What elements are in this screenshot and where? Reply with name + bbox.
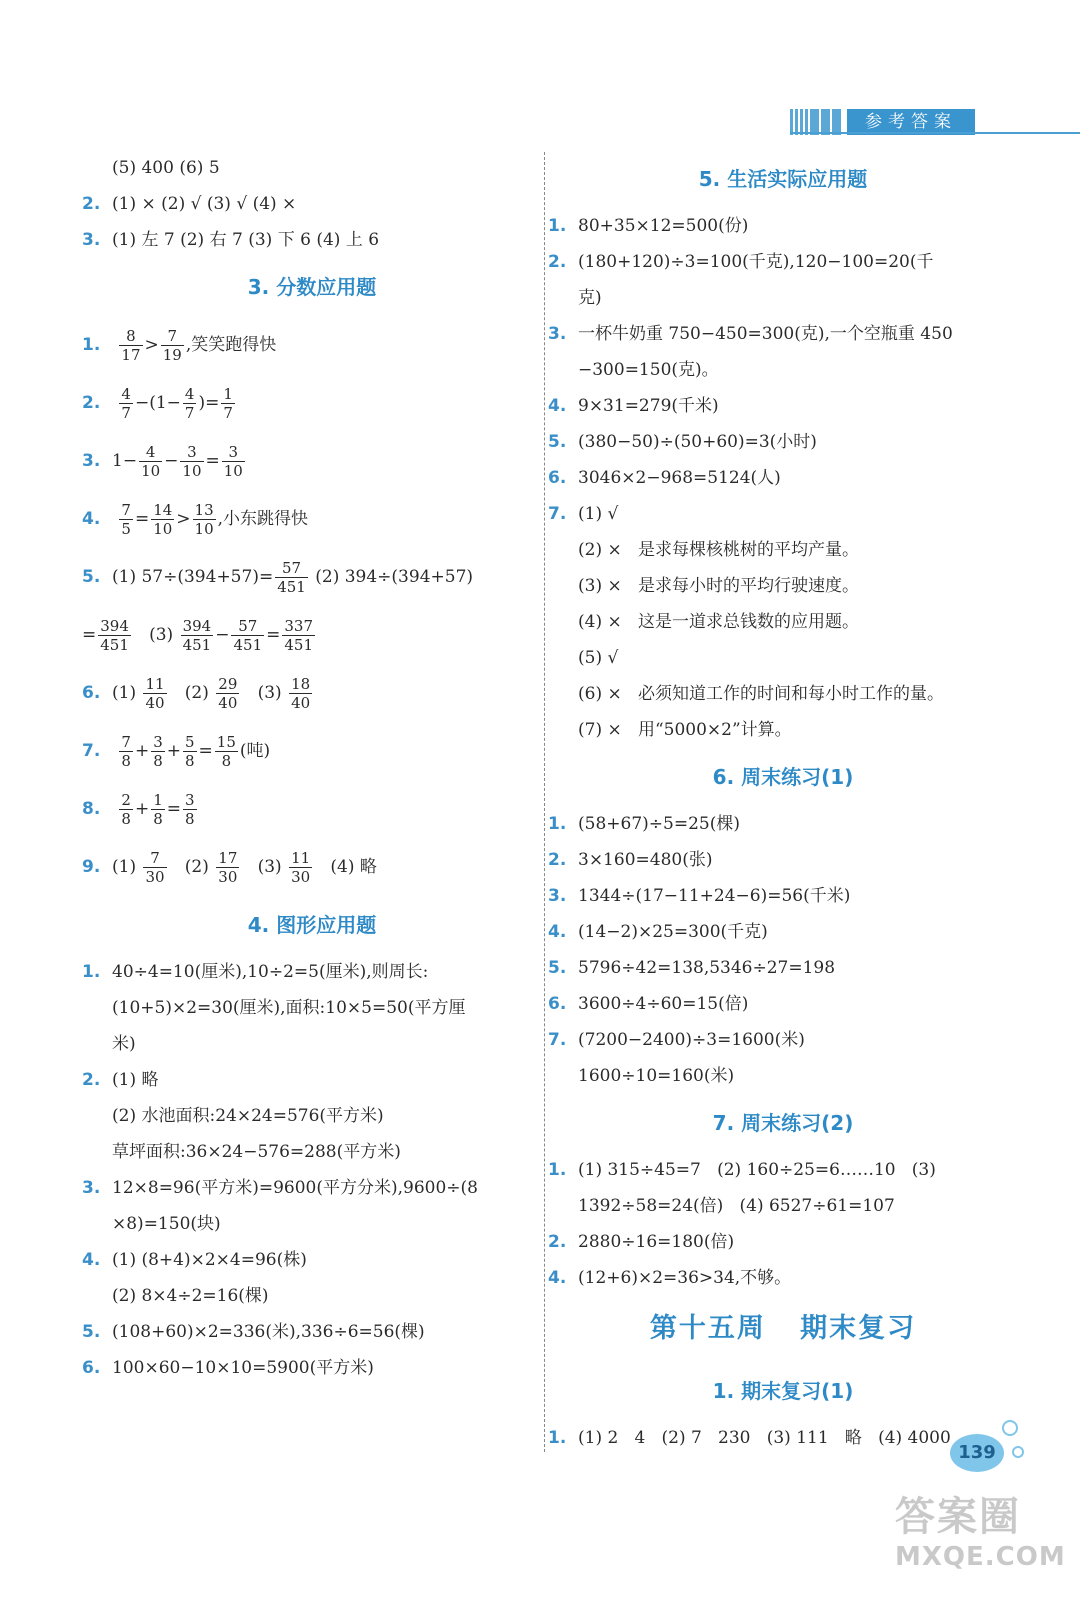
numerator: 3 (153, 733, 163, 751)
answer-line (548, 986, 1018, 1022)
fraction-answer-line (82, 606, 542, 664)
fraction (119, 385, 133, 422)
answer-line (82, 1314, 542, 1350)
numerator: 18 (291, 675, 311, 693)
answer-text: (180+120)÷3=100(千克),120−100=20(千 (578, 252, 934, 272)
numerator: 57 (275, 559, 308, 578)
answer-line (548, 878, 1018, 914)
answer-text: (380−50)÷(50+60)=3(小时) (578, 432, 817, 452)
answer-text: 40÷4=10(厘米),10÷2=5(厘米),则周长: (112, 962, 429, 982)
section-answers (548, 806, 1018, 1094)
answer-line (548, 1224, 1018, 1260)
answer-text: 1392÷58=24(倍) (4) 6527÷61=107 (578, 1196, 895, 1216)
operator: = (134, 509, 150, 529)
numerator: 2 (121, 791, 131, 809)
answer-line (82, 1062, 542, 1098)
question-number: 1. (548, 814, 567, 834)
denominator: 451 (284, 636, 314, 654)
answer-line (548, 1188, 1018, 1224)
denominator: 10 (141, 462, 161, 480)
fraction (180, 443, 203, 480)
fraction-answer-line (82, 838, 542, 896)
answer-text: (58+67)÷5=25(棵) (578, 814, 740, 834)
fraction (151, 501, 174, 538)
denominator: 19 (162, 346, 182, 364)
answer-line (82, 1350, 542, 1386)
numerator: 1 (223, 385, 233, 403)
answer-text: (12+6)×2=36>34,不够。 (578, 1268, 792, 1288)
answer-text: (1) 2 4 (2) 7 230 (3) 111 略 (4) 4000 (578, 1428, 951, 1448)
answer-text: 克) (578, 288, 602, 308)
operator: = (266, 625, 281, 645)
numerator: 7 (143, 849, 166, 868)
answer-text: 2880÷16=180(倍) (578, 1232, 735, 1252)
answer-line (548, 712, 1018, 748)
fraction (289, 675, 312, 712)
answer-text: (吨) (239, 741, 271, 761)
fraction (221, 385, 235, 422)
fraction (289, 849, 312, 886)
section-title: 1. 期末复习(1) (712, 1379, 854, 1403)
question-number: 4. (548, 1268, 567, 1288)
numerator: 15 (216, 733, 236, 751)
left-column (82, 150, 542, 1386)
answer-text: ,小东跳得快 (217, 509, 309, 529)
question-number: 5. (82, 1322, 101, 1342)
answer-line (548, 496, 1018, 532)
operator: > (144, 335, 159, 355)
answer-text: 一杯牛奶重 750−450=300(克),一个空瓶重 450 (578, 324, 953, 344)
fraction-answer-line (82, 722, 542, 780)
answer-line (548, 460, 1018, 496)
answer-line (548, 842, 1018, 878)
answer-text: (4) × 这是一道求总钱数的应用题。 (578, 612, 859, 632)
fraction (216, 675, 239, 712)
denominator: 8 (185, 752, 195, 770)
fraction (181, 617, 214, 654)
answer-text: (1) 315÷45=7 (2) 160÷25=6……10 (3) (578, 1160, 936, 1180)
denominator: 10 (223, 462, 243, 480)
answer-line (82, 954, 542, 990)
bubble-decoration (1012, 1446, 1024, 1458)
numerator: 337 (284, 617, 314, 635)
numerator: 4 (139, 443, 162, 462)
fraction-answer-line (82, 490, 542, 548)
answer-line (548, 532, 1018, 568)
operator: + (166, 741, 181, 761)
operator: + (134, 799, 150, 819)
answer-text: (2) (168, 857, 215, 877)
header-rule (790, 132, 1080, 134)
denominator: 8 (185, 810, 195, 828)
operator: + (134, 741, 150, 761)
question-number: 2. (82, 393, 101, 413)
question-number: 3. (82, 451, 101, 471)
section-title: 3. 分数应用题 (247, 275, 377, 299)
numerator: 29 (218, 675, 238, 693)
answer-line (82, 1098, 542, 1134)
question-number: 1. (548, 1160, 567, 1180)
answer-line (548, 950, 1018, 986)
fraction (215, 733, 238, 770)
question-number: 3. (82, 1178, 101, 1198)
question-number: 6. (548, 994, 567, 1014)
answer-line (82, 150, 542, 186)
question-number: 7. (548, 504, 567, 524)
operator: > (176, 509, 191, 529)
fraction (119, 501, 133, 538)
question-number: 1. (548, 1428, 567, 1448)
answer-text: (2) 8×4÷2=16(棵) (112, 1286, 269, 1306)
section-answers (548, 1420, 1018, 1456)
answer-line (82, 1134, 542, 1170)
fraction (143, 675, 166, 712)
denominator: 451 (233, 636, 263, 654)
denominator: 8 (153, 752, 163, 770)
right-column (548, 150, 1018, 1456)
denominator: 8 (121, 752, 131, 770)
fraction (151, 733, 165, 770)
answer-text: (1) 57÷(394+57)= (112, 567, 274, 587)
section-title: 4. 图形应用题 (247, 913, 377, 937)
denominator: 8 (153, 810, 163, 828)
operator: − (215, 625, 230, 645)
section-title: 6. 周末练习(1) (712, 765, 854, 789)
column-divider (544, 152, 545, 1452)
denominator: 451 (277, 578, 306, 596)
fraction-answer-line (82, 548, 542, 606)
answer-text: (7200−2400)÷3=1600(米) (578, 1030, 805, 1050)
question-number: 4. (548, 396, 567, 416)
question-number: 2. (82, 194, 101, 214)
answer-text: (2) × 是求每棵核桃树的平均产量。 (578, 540, 859, 560)
answer-text: (2) 水池面积:24×24=576(平方米) (112, 1106, 384, 1126)
answer-line (548, 424, 1018, 460)
answer-text: 100×60−10×10=5900(平方米) (112, 1358, 374, 1378)
numerator: 394 (182, 617, 212, 635)
operator: = (166, 799, 181, 819)
week-title: 第十五周 期末复习 (649, 1313, 917, 1344)
answer-text: (1) √ (578, 504, 619, 524)
question-number: 2. (82, 1070, 101, 1090)
operator: −(1− (134, 393, 181, 413)
operator: = (205, 451, 220, 471)
denominator: 7 (184, 404, 195, 422)
section-answers (548, 1152, 1018, 1296)
numerator: 4 (184, 385, 195, 403)
question-number: 1. (548, 216, 567, 236)
numerator: 13 (194, 501, 214, 519)
operator: = (198, 741, 213, 761)
answer-line (82, 1026, 542, 1062)
answer-text: ,笑笑跑得快 (185, 335, 277, 355)
bubble-decoration (1002, 1420, 1018, 1436)
numerator: 8 (119, 327, 142, 346)
numerator: 17 (218, 849, 238, 867)
fraction (216, 849, 239, 886)
question-number: 3. (548, 324, 567, 344)
answer-text: 3046×2−968=5124(人) (578, 468, 781, 488)
fraction (183, 385, 197, 422)
fraction-answer-line (82, 664, 542, 722)
denominator: 451 (100, 636, 129, 654)
numerator: 3 (180, 443, 203, 462)
operator: − (164, 451, 179, 471)
answer-line (548, 1022, 1018, 1058)
numerator: 7 (121, 733, 131, 751)
numerator: 11 (291, 849, 311, 867)
fraction (161, 327, 184, 364)
watermark-text: 答案圈 (895, 1494, 1021, 1540)
question-number: 6. (548, 468, 567, 488)
answer-line (548, 208, 1018, 244)
question-number: 5. (82, 567, 101, 587)
question-number: 3. (548, 886, 567, 906)
answer-line (548, 640, 1018, 676)
answer-line (82, 1170, 542, 1206)
denominator: 451 (182, 636, 212, 654)
section-answers (548, 208, 1018, 748)
answer-text: (5) 400 (6) 5 (112, 158, 220, 178)
answer-line (548, 1152, 1018, 1188)
answer-text: (1) (112, 683, 142, 703)
question-number: 1. (82, 962, 101, 982)
answer-text: (3) (241, 857, 288, 877)
numerator: 3 (222, 443, 245, 462)
answer-line (548, 280, 1018, 316)
denominator: 8 (221, 752, 232, 770)
question-number: 5. (548, 432, 567, 452)
denominator: 7 (223, 404, 233, 422)
answer-line (548, 914, 1018, 950)
denominator: 10 (182, 462, 202, 480)
question-number: 3. (82, 230, 101, 250)
fraction (282, 617, 315, 654)
fraction (151, 791, 165, 828)
fraction-answer-line (82, 780, 542, 838)
answer-text: (14−2)×25=300(千克) (578, 922, 768, 942)
answer-line (82, 1278, 542, 1314)
numerator: 1 (153, 791, 163, 809)
numerator: 7 (121, 501, 131, 519)
watermark-url: MXQE.COM (895, 1542, 1066, 1572)
answer-text: 80+35×12=500(份) (578, 216, 749, 236)
answer-text: (1) (112, 857, 142, 877)
question-number: 2. (548, 850, 567, 870)
answer-text: 米) (112, 1034, 136, 1054)
answer-text: 12×8=96(平方米)=9600(平方分米),9600÷(8 (112, 1178, 478, 1198)
question-number: 4. (548, 922, 567, 942)
numerator: 11 (145, 675, 165, 693)
answer-text: 9×31=279(千米) (578, 396, 719, 416)
answer-text: (3) × 是求每小时的平均行驶速度。 (578, 576, 859, 596)
answer-line (548, 1260, 1018, 1296)
fraction (193, 501, 216, 538)
question-number: 9. (82, 857, 101, 877)
denominator: 7 (121, 404, 131, 422)
answer-text: (1) × (2) √ (3) √ (4) × (112, 194, 297, 214)
answer-text: (3) (241, 683, 288, 703)
answer-text: 1600÷10=160(米) (578, 1066, 735, 1086)
answer-line (548, 1058, 1018, 1094)
denominator: 30 (218, 868, 238, 886)
answer-text: (6) × 必须知道工作的时间和每小时工作的量。 (578, 684, 944, 704)
question-number: 7. (82, 741, 101, 761)
answer-text: (3) (132, 625, 179, 645)
question-number: 4. (82, 1250, 101, 1270)
answer-line (548, 1420, 1018, 1456)
answer-line (82, 990, 542, 1026)
page-number: 139 (950, 1434, 1004, 1472)
section-answers (82, 954, 542, 1386)
fraction-answer-line (82, 374, 542, 432)
fraction (231, 617, 264, 654)
fraction (183, 791, 197, 828)
question-number: 6. (82, 683, 101, 703)
fraction (139, 443, 162, 480)
fraction (183, 733, 197, 770)
question-number: 4. (82, 509, 101, 529)
answer-line (548, 316, 1018, 352)
fraction (222, 443, 245, 480)
answer-text: 1344÷(17−11+24−6)=56(千米) (578, 886, 851, 906)
denominator: 30 (145, 868, 165, 886)
answer-text: (1) 略 (112, 1070, 159, 1090)
numerator: 394 (100, 617, 129, 635)
answer-text: 草坪面积:36×24−576=288(平方米) (112, 1142, 401, 1162)
answer-text: (5) √ (578, 648, 619, 668)
question-number: 1. (82, 335, 101, 355)
question-number: 5. (548, 958, 567, 978)
answer-text: (108+60)×2=336(米),336÷6=56(棵) (112, 1322, 425, 1342)
answer-text: (4) 略 (314, 857, 377, 877)
denominator: 40 (291, 694, 311, 712)
answer-text: 3×160=480(张) (578, 850, 713, 870)
section-title: 5. 生活实际应用题 (698, 167, 868, 191)
answer-line (548, 806, 1018, 842)
fraction-answer-line (82, 316, 542, 374)
answer-text: −300=150(克)。 (578, 360, 719, 380)
answer-text: (10+5)×2=30(厘米),面积:10×5=50(平方厘 (112, 998, 466, 1018)
answer-line (82, 1242, 542, 1278)
operator: )= (198, 393, 220, 413)
answer-line (548, 568, 1018, 604)
answer-text: (2) (168, 683, 215, 703)
answer-text: ×8)=150(块) (112, 1214, 221, 1234)
fraction (119, 791, 133, 828)
fraction (119, 733, 133, 770)
numerator: 14 (153, 501, 173, 519)
answer-line (548, 676, 1018, 712)
question-number: 8. (82, 799, 101, 819)
denominator: 8 (121, 810, 131, 828)
answer-text: (1) (8+4)×2×4=96(株) (112, 1250, 307, 1270)
answer-line (548, 604, 1018, 640)
numerator: 3 (185, 791, 195, 809)
numerator: 5 (185, 733, 195, 751)
answer-line (82, 186, 542, 222)
answer-text: (7) × 用“5000×2”计算。 (578, 720, 792, 740)
question-number: 7. (548, 1030, 567, 1050)
fraction-answer-line (82, 432, 542, 490)
answer-line (82, 222, 542, 258)
header-label: 参考答案 (847, 109, 975, 135)
denominator: 17 (121, 346, 141, 364)
answer-text: (2) 394÷(394+57) (309, 567, 474, 587)
question-number: 2. (548, 1232, 567, 1252)
answer-text: 5796÷42=138,5346÷27=198 (578, 958, 836, 978)
denominator: 10 (194, 520, 214, 538)
operator: = (82, 625, 97, 645)
operator: 1− (112, 451, 138, 471)
numerator: 7 (161, 327, 184, 346)
answer-line (548, 244, 1018, 280)
section-title: 7. 周末练习(2) (712, 1111, 854, 1135)
answer-line (548, 388, 1018, 424)
question-number: 6. (82, 1358, 101, 1378)
question-number: 2. (548, 252, 567, 272)
fraction (275, 559, 308, 596)
numerator: 4 (121, 385, 131, 403)
answer-text: (1) 左 7 (2) 右 7 (3) 下 6 (4) 上 6 (112, 230, 380, 250)
fraction (98, 617, 131, 654)
answer-text: 3600÷4÷60=15(倍) (578, 994, 749, 1014)
fraction (119, 327, 142, 364)
denominator: 30 (291, 868, 311, 886)
denominator: 5 (121, 520, 131, 538)
denominator: 40 (218, 694, 238, 712)
fraction (143, 849, 166, 886)
watermark-logo (895, 1485, 1065, 1585)
denominator: 10 (153, 520, 173, 538)
answer-line (82, 1206, 542, 1242)
numerator: 57 (231, 617, 264, 636)
denominator: 40 (145, 694, 165, 712)
answer-line (548, 352, 1018, 388)
